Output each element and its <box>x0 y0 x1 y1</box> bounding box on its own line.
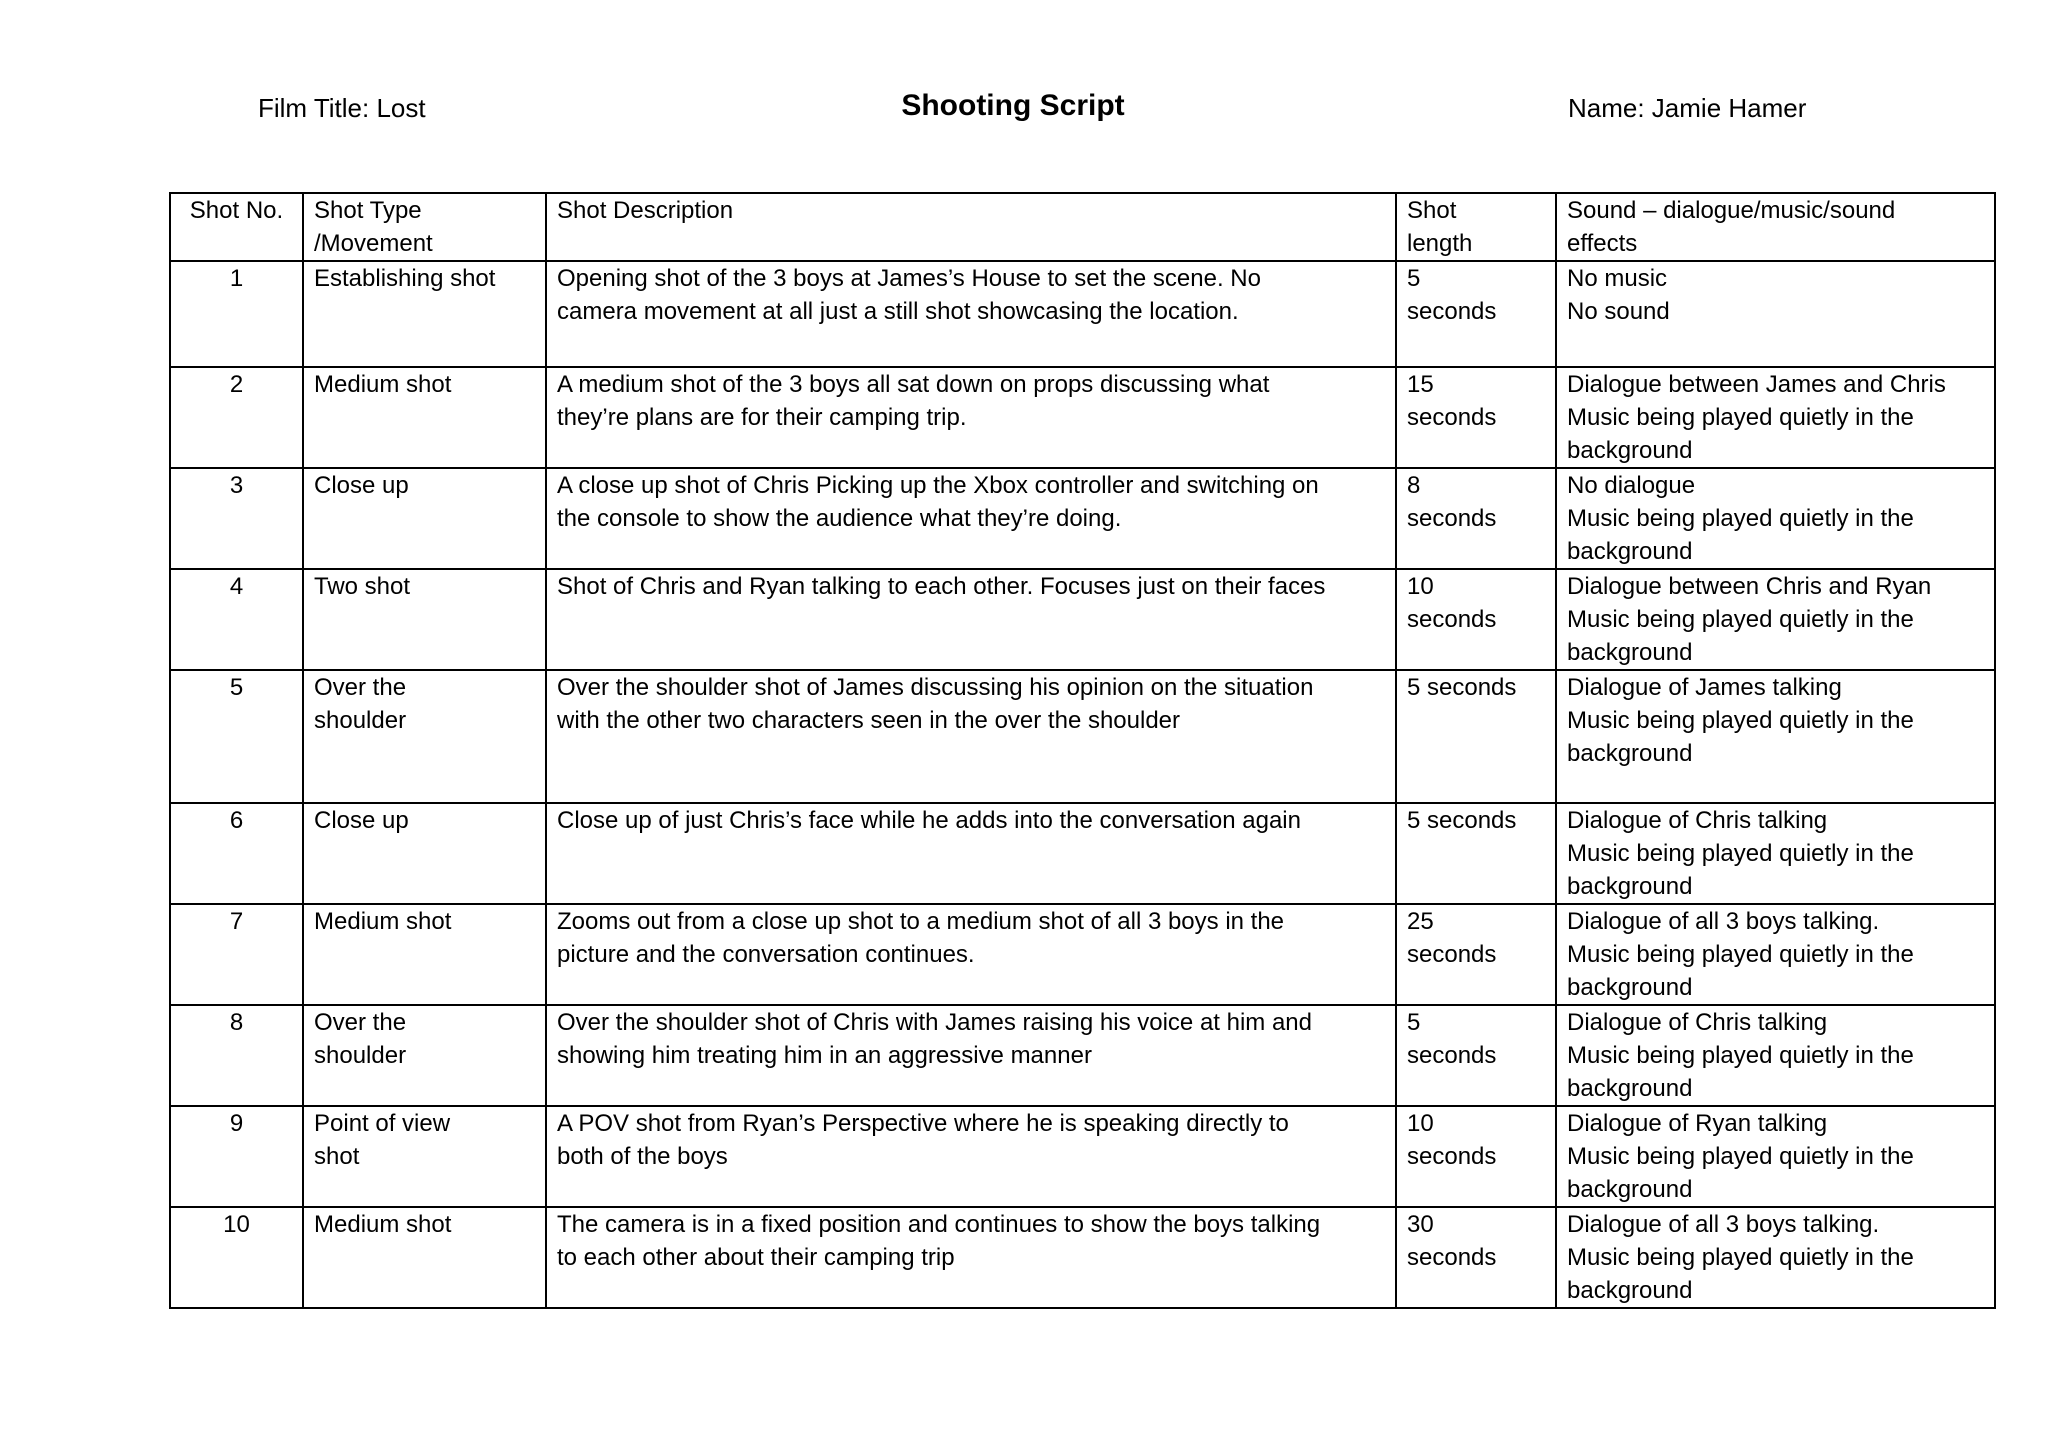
cell-shot-description <box>546 468 1396 569</box>
cell-shot-length <box>1396 1207 1556 1308</box>
cell-shot-no <box>170 1207 303 1308</box>
cell-shot-length <box>1396 1005 1556 1106</box>
cell-shot-length-line: seconds <box>1407 606 1497 633</box>
cell-shot-type-line: Medium shot <box>314 1211 452 1238</box>
column-header-shot-no: Shot No. <box>170 193 303 261</box>
cell-shot-description-line: A POV shot from Ryan’s Perspective where he is speaking directly to <box>557 1110 1289 1137</box>
cell-sound <box>1556 803 1995 904</box>
cell-sound <box>1556 1005 1995 1106</box>
table-row <box>170 1106 1995 1207</box>
table-row <box>170 1005 1995 1106</box>
cell-sound-line: Dialogue between Chris and Ryan <box>1567 573 1932 600</box>
cell-shot-length <box>1396 904 1556 1005</box>
cell-shot-length-line: seconds <box>1407 1143 1497 1170</box>
cell-sound-line: No music <box>1567 265 1668 292</box>
cell-shot-length-line: seconds <box>1407 941 1497 968</box>
cell-sound <box>1556 904 1995 1005</box>
cell-sound-line: Dialogue of Chris talking <box>1567 1009 1828 1036</box>
cell-sound-line: Music being played quietly in the <box>1567 404 1914 431</box>
cell-shot-type <box>303 367 546 468</box>
cell-shot-type <box>303 904 546 1005</box>
cell-shot-type <box>303 670 546 803</box>
cell-shot-description <box>546 1005 1396 1106</box>
cell-shot-length-line: 10 <box>1407 1110 1434 1137</box>
cell-shot-description-line: to each other about their camping trip <box>557 1244 955 1271</box>
cell-sound-line: Dialogue of all 3 boys talking. <box>1567 908 1880 935</box>
cell-shot-description-line: both of the boys <box>557 1143 728 1170</box>
cell-shot-type <box>303 1207 546 1308</box>
cell-sound-line: Music being played quietly in the <box>1567 1143 1914 1170</box>
table-row <box>170 261 1995 367</box>
cell-shot-description-line: they’re plans are for their camping trip. <box>557 404 967 431</box>
cell-shot-description-line: Shot of Chris and Ryan talking to each other. Focuses just on their faces <box>557 573 1326 600</box>
cell-shot-no <box>170 1005 303 1106</box>
cell-shot-description <box>546 904 1396 1005</box>
cell-shot-type <box>303 261 546 367</box>
cell-shot-description-line: Over the shoulder shot of James discussing his opinion on the situation <box>557 674 1314 701</box>
cell-shot-type-line: Over the <box>314 674 407 701</box>
cell-sound-line: background <box>1567 974 1693 1001</box>
cell-shot-description-line: the console to show the audience what they’re doing. <box>557 505 1122 532</box>
column-header-shot-length: Shot length <box>1396 193 1556 261</box>
cell-shot-no-text: 3 <box>229 472 244 499</box>
cell-sound-line: Music being played quietly in the <box>1567 1244 1914 1271</box>
cell-shot-description <box>546 569 1396 670</box>
cell-sound-line: Music being played quietly in the <box>1567 707 1914 734</box>
cell-shot-length <box>1396 803 1556 904</box>
cell-sound-line: background <box>1567 1277 1693 1304</box>
document-title: Shooting Script <box>901 89 1125 122</box>
cell-shot-type-line: Close up <box>314 472 409 499</box>
cell-shot-description <box>546 367 1396 468</box>
table-row <box>170 569 1995 670</box>
cell-sound-line: No sound <box>1567 298 1670 325</box>
cell-sound <box>1556 1106 1995 1207</box>
cell-sound <box>1556 367 1995 468</box>
cell-shot-type-line: Close up <box>314 807 409 834</box>
cell-shot-description-line: A medium shot of the 3 boys all sat down on props discussing what <box>557 371 1270 398</box>
cell-shot-length-line: seconds <box>1407 404 1497 431</box>
cell-shot-description <box>546 670 1396 803</box>
cell-shot-type-line: Two shot <box>314 573 411 600</box>
cell-shot-no-text: 9 <box>229 1110 244 1137</box>
cell-shot-type <box>303 569 546 670</box>
cell-sound-line: background <box>1567 437 1693 464</box>
cell-shot-length-line: seconds <box>1407 505 1497 532</box>
cell-sound-line: Music being played quietly in the <box>1567 840 1914 867</box>
cell-shot-length <box>1396 569 1556 670</box>
cell-sound-line: background <box>1567 639 1693 666</box>
cell-shot-no <box>170 261 303 367</box>
cell-shot-description <box>546 1207 1396 1308</box>
cell-sound-line: Dialogue of James talking <box>1567 674 1842 701</box>
cell-shot-type <box>303 468 546 569</box>
cell-shot-length <box>1396 367 1556 468</box>
cell-shot-no-text: 5 <box>229 674 244 701</box>
cell-shot-length-line: 15 <box>1407 371 1434 398</box>
cell-shot-no <box>170 367 303 468</box>
cell-shot-length-line: 5 <box>1407 265 1421 292</box>
cell-shot-type <box>303 1106 546 1207</box>
cell-sound <box>1556 468 1995 569</box>
cell-sound <box>1556 1207 1995 1308</box>
cell-shot-length-line: 25 <box>1407 908 1434 935</box>
cell-sound-line: background <box>1567 873 1693 900</box>
cell-shot-length-line: seconds <box>1407 298 1497 325</box>
cell-shot-type-line: Medium shot <box>314 371 452 398</box>
cell-shot-description <box>546 261 1396 367</box>
cell-shot-type <box>303 1005 546 1106</box>
cell-shot-type-line: Establishing shot <box>314 265 496 292</box>
cell-sound-line: Music being played quietly in the <box>1567 1042 1914 1069</box>
cell-shot-length-line: 5 <box>1407 1009 1421 1036</box>
cell-shot-no-text: 10 <box>223 1211 250 1238</box>
table-row <box>170 803 1995 904</box>
cell-shot-length <box>1396 468 1556 569</box>
author-name: Name: Jamie Hamer <box>1568 93 1807 123</box>
cell-sound-line: Dialogue of Ryan talking <box>1567 1110 1828 1137</box>
cell-shot-description <box>546 1106 1396 1207</box>
shooting-script-table <box>169 192 1996 1309</box>
cell-shot-no-text: 4 <box>229 573 244 600</box>
film-title: Film Title: Lost <box>258 93 426 123</box>
cell-shot-no-text: 8 <box>229 1009 244 1036</box>
cell-shot-no-text: 7 <box>229 908 244 935</box>
cell-shot-description-line: camera movement at all just a still shot showcasing the location. <box>557 298 1239 325</box>
cell-shot-length-line: 8 <box>1407 472 1421 499</box>
cell-sound-line: Dialogue of all 3 boys talking. <box>1567 1211 1880 1238</box>
cell-shot-type-line: shoulder <box>314 707 407 734</box>
cell-shot-length-line: 10 <box>1407 573 1434 600</box>
column-header-shot-type: Shot Type /Movement <box>303 193 546 261</box>
cell-sound-line: Music being played quietly in the <box>1567 505 1914 532</box>
cell-shot-no <box>170 904 303 1005</box>
cell-sound-line: Dialogue between James and Chris <box>1567 371 1946 398</box>
cell-sound-line: Music being played quietly in the <box>1567 941 1914 968</box>
cell-shot-type-line: shot <box>314 1143 360 1170</box>
cell-shot-type-line: Over the <box>314 1009 407 1036</box>
table-row <box>170 367 1995 468</box>
cell-sound-line: background <box>1567 740 1693 767</box>
cell-shot-length-line: 5 seconds <box>1407 807 1517 834</box>
table-row <box>170 904 1995 1005</box>
cell-shot-no-text: 1 <box>229 265 244 292</box>
cell-shot-no-text: 6 <box>229 807 244 834</box>
cell-shot-description-line: A close up shot of Chris Picking up the Xbox controller and switching on <box>557 472 1319 499</box>
table-row <box>170 670 1995 803</box>
cell-shot-length-line: seconds <box>1407 1244 1497 1271</box>
cell-sound-line: Dialogue of Chris talking <box>1567 807 1828 834</box>
cell-sound-line: background <box>1567 1075 1693 1102</box>
column-header-description: Shot Description <box>546 193 1396 261</box>
cell-shot-length <box>1396 1106 1556 1207</box>
cell-shot-length <box>1396 261 1556 367</box>
cell-shot-no <box>170 1106 303 1207</box>
cell-shot-description-line: Over the shoulder shot of Chris with James raising his voice at him and <box>557 1009 1313 1036</box>
cell-shot-description-line: The camera is in a fixed position and continues to show the boys talking <box>557 1211 1321 1238</box>
cell-shot-description <box>546 803 1396 904</box>
table-row <box>170 468 1995 569</box>
cell-shot-type-line: Medium shot <box>314 908 452 935</box>
cell-sound <box>1556 569 1995 670</box>
cell-sound-line: Music being played quietly in the <box>1567 606 1914 633</box>
cell-shot-type <box>303 803 546 904</box>
cell-sound-line: No dialogue <box>1567 472 1696 499</box>
cell-sound-line: background <box>1567 1176 1693 1203</box>
column-header-sound: Sound – dialogue/music/sound effects <box>1556 193 1995 261</box>
cell-shot-no <box>170 670 303 803</box>
cell-shot-description-line: showing him treating him in an aggressive manner <box>557 1042 1092 1069</box>
cell-shot-no <box>170 569 303 670</box>
cell-shot-description-line: with the other two characters seen in the over the shoulder <box>557 707 1181 734</box>
cell-shot-description-line: Close up of just Chris’s face while he adds into the conversation again <box>557 807 1301 834</box>
cell-shot-no <box>170 803 303 904</box>
cell-shot-description-line: picture and the conversation continues. <box>557 941 975 968</box>
cell-sound <box>1556 670 1995 803</box>
cell-shot-description-line: Zooms out from a close up shot to a medium shot of all 3 boys in the <box>557 908 1285 935</box>
cell-sound <box>1556 261 1995 367</box>
cell-shot-no-text: 2 <box>229 371 244 398</box>
cell-shot-no <box>170 468 303 569</box>
cell-shot-type-line: Point of view <box>314 1110 451 1137</box>
table-header-row <box>170 193 1995 261</box>
cell-shot-length-line: 30 <box>1407 1211 1434 1238</box>
cell-sound-line: background <box>1567 538 1693 565</box>
cell-shot-length-line: seconds <box>1407 1042 1497 1069</box>
cell-shot-length <box>1396 670 1556 803</box>
cell-shot-type-line: shoulder <box>314 1042 407 1069</box>
table-row <box>170 1207 1995 1308</box>
cell-shot-description-line: Opening shot of the 3 boys at James’s House to set the scene. No <box>557 265 1261 292</box>
cell-shot-length-line: 5 seconds <box>1407 674 1517 701</box>
